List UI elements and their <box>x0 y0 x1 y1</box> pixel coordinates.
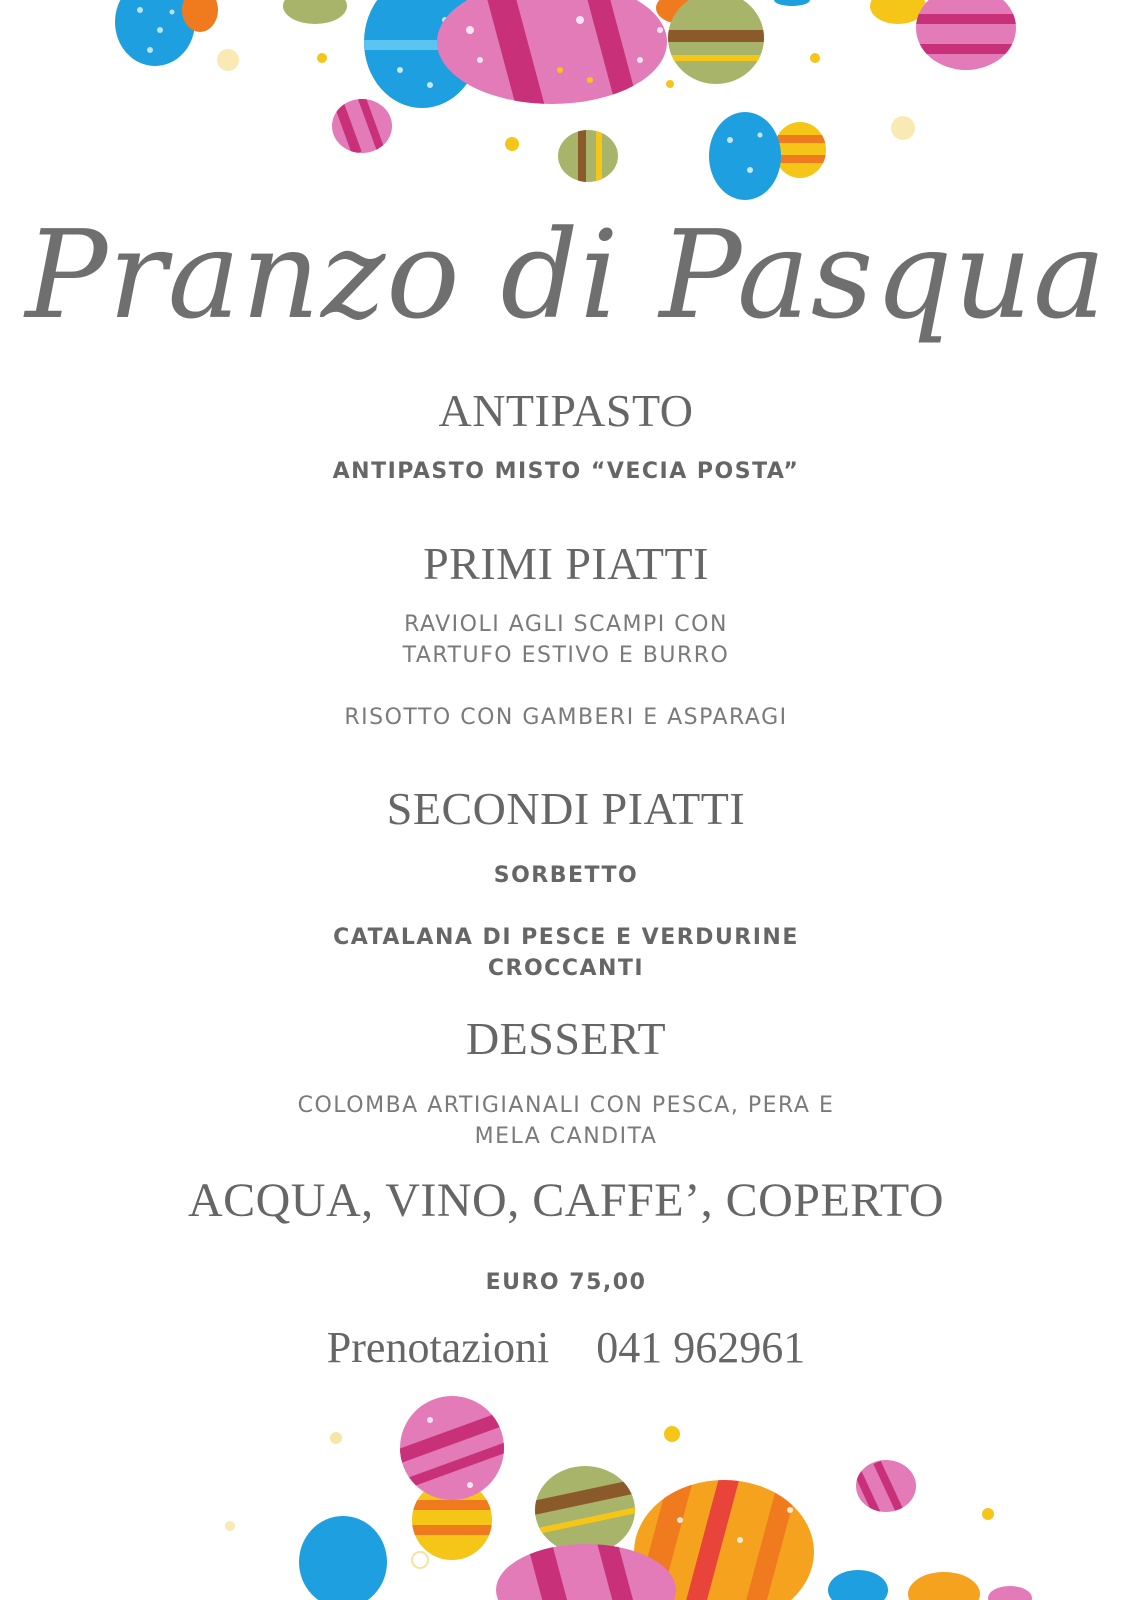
menu-item <box>0 922 1132 984</box>
menu-item: ANTIPASTO MISTO “VECIA POSTA” <box>332 459 800 484</box>
section-heading-secondi: SECONDI PIATTI <box>386 783 746 834</box>
menu-item: RISOTTO CON GAMBERI E ASPARAGI <box>344 705 788 730</box>
egg-icon <box>391 1396 518 1500</box>
price: EURO 75,00 <box>485 1270 647 1295</box>
menu-item-line: COLOMBA ARTIGIANALI CON PESCA, PERA E <box>297 1093 835 1118</box>
section-heading-antipasto: ANTIPASTO <box>438 385 694 436</box>
easter-eggs-bottom-decoration <box>0 1390 1132 1600</box>
menu-item-line: MELA CANDITA <box>474 1124 658 1149</box>
egg-icon <box>558 125 618 185</box>
egg-icon <box>660 0 780 84</box>
included-items: ACQUA, VINO, CAFFE’, COPERTO <box>187 1174 945 1227</box>
egg-icon <box>910 0 1020 70</box>
page-title: Pranzo di Pasqua <box>25 204 1107 346</box>
phone-number: 041 962961 <box>596 1323 806 1372</box>
menu-item-line: CROCCANTI <box>487 956 645 981</box>
section-heading-primi: PRIMI PIATTI <box>423 538 709 589</box>
menu-item-line: CATALANA DI PESCE E VERDURINE <box>333 925 799 950</box>
menu-item: SORBETTO <box>493 863 639 888</box>
menu-item <box>0 609 1132 671</box>
egg-icon <box>849 1460 916 1519</box>
booking-label: Prenotazioni <box>326 1323 550 1372</box>
booking-line <box>0 1320 1132 1376</box>
menu-item-line: TARTUFO ESTIVO E BURRO <box>402 643 730 668</box>
egg-icon <box>709 112 781 200</box>
easter-eggs-top-decoration <box>0 0 1132 210</box>
egg-icon <box>332 95 392 155</box>
egg-icon <box>299 1516 387 1600</box>
egg-icon <box>437 0 667 121</box>
menu-item-line: RAVIOLI AGLI SCAMPI CON <box>404 612 728 637</box>
section-heading-dessert: DESSERT <box>465 1013 667 1064</box>
egg-icon <box>530 1466 641 1554</box>
menu-item <box>0 1090 1132 1152</box>
